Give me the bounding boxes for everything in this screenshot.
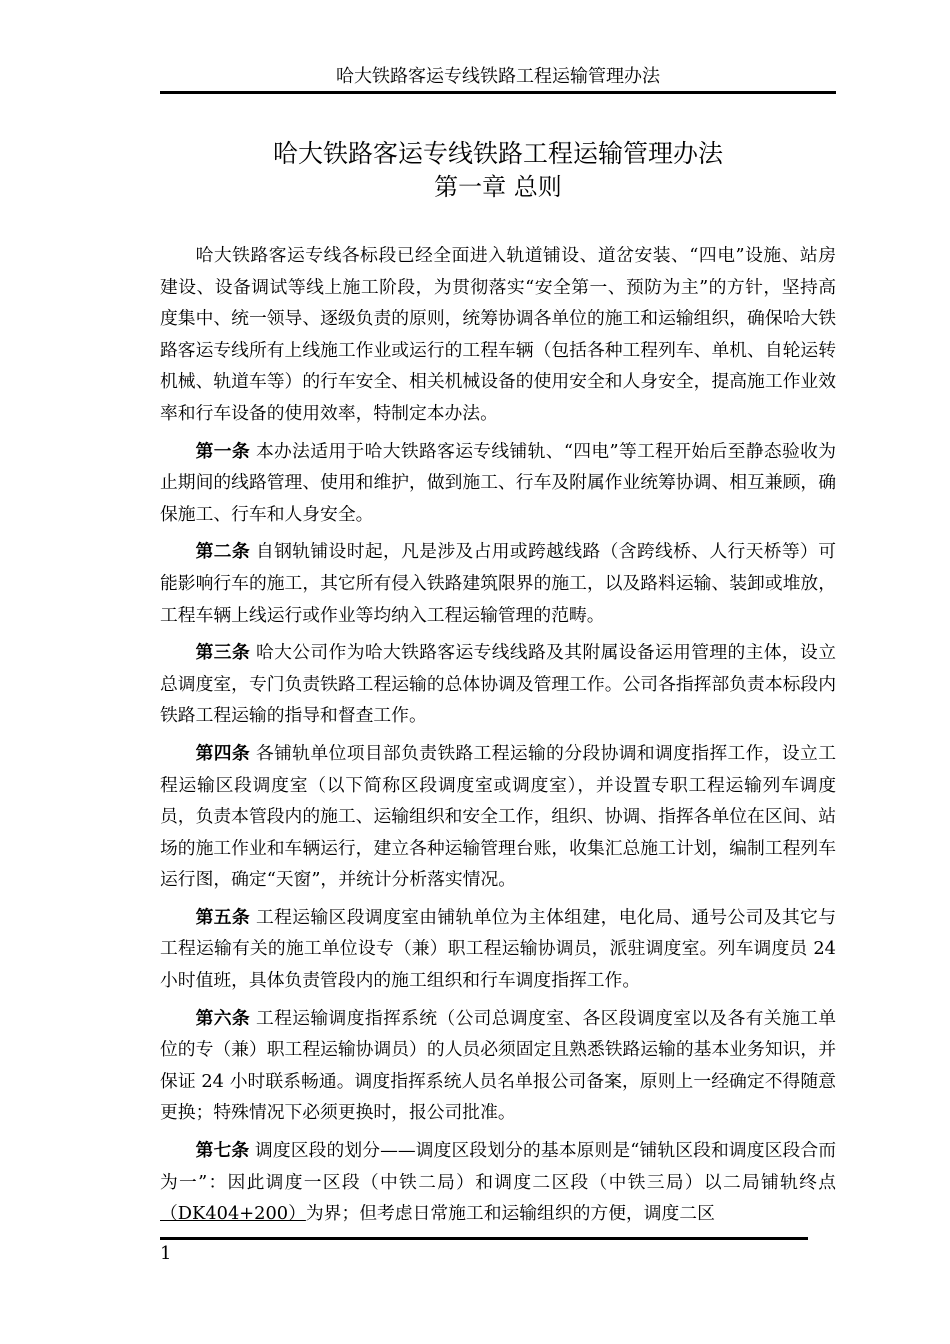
footer-rule — [160, 1237, 808, 1240]
article-label: 第六条 — [195, 1007, 250, 1029]
intro-paragraph: 哈大铁路客运专线各标段已经全面进入轨道铺设、道岔安装、“四电”设施、站房建设、设备调试等线上施工阶段，为贯彻落实“安全第一、预防为主”的方针，坚持高度集中、统一领导、逐级负责的原则，统筹协调各单位的施工和运输组织，确保哈大铁路客运专线所有上线施工作业或运行的工程车辆（包括各种工程列车、单机、自轮运转机械、轨道车等）的行车安全、相关机械设备的使用安全和人身安全，提高施工作业效率和行车设备的使用效率，特制定本办法。 — [160, 245, 836, 424]
article-label: 第一条 — [195, 440, 250, 462]
article-text: 本办法适用于哈大铁路客运专线铺轨、“四电”等工程开始后至静态验收为止期间的线路管理、使用和维护，做到施工、行车及附属作业统筹协调、相互兼顾，确保施工、行车和人身安全。 — [160, 440, 836, 525]
mileage-reference: （DK404+200） — [160, 1203, 306, 1225]
document-body — [160, 240, 836, 1236]
article-text: 自钢轨铺设时起，凡是涉及占用或跨越线路（含跨线桥、人行天桥等）可能影响行车的施工，其它所有侵入铁路建筑限界的施工，以及路料运输、装卸或堆放，工程车辆上线运行或作业等均纳入工程运输管理的范畴。 — [160, 541, 836, 626]
article-text: 工程运输区段调度室由铺轨单位为主体组建，电化局、通号公司及其它与工程运输有关的施工单位设专（兼）职工程运输协调员，派驻调度室。列车调度员 24 小时值班，具体负责管段内的施工组织和行车调度指挥工作。 — [160, 906, 836, 992]
article-label: 第二条 — [195, 541, 250, 563]
article-label: 第七条 — [195, 1140, 250, 1162]
article-1 — [160, 436, 836, 531]
running-header: 哈大铁路客运专线铁路工程运输管理办法 — [160, 60, 836, 94]
article-text-before: 调度区段的划分——调度区段划分的基本原则是“铺轨区段和调度区段合而为一”：因此调度一区段（中铁二局）和调度二区段（中铁三局）以二局铺轨终点 — [160, 1140, 836, 1193]
article-text: 工程运输调度指挥系统（公司总调度室、各区段调度室以及各有关施工单位的专（兼）职工程运输协调员）的人员必须固定且熟悉铁路运输的基本业务知识，并保证 24 小时联系畅通。调度指挥系统人员名单报公司备案，原则上一经确定不得随意更换；特殊情况下必须更换时，报公司批准。 — [160, 1007, 836, 1124]
article-4 — [160, 738, 836, 896]
article-7 — [160, 1135, 836, 1230]
article-text: 各铺轨单位项目部负责铁路工程运输的分段协调和调度指挥工作，设立工程运输区段调度室（以下简称区段调度室或调度室），并设置专职工程运输列车调度员，负责本管段内的施工、运输组织和安全工作，组织、协调、指挥各单位在区间、站场的施工作业和车辆运行，建立各种运输管理台账，收集汇总施工计划，编制工程列车运行图，确定“天窗”，并统计分析落实情况。 — [160, 742, 836, 891]
article-label: 第四条 — [195, 742, 250, 764]
article-5 — [160, 902, 836, 997]
article-text-after: 为界；但考虑日常施工和运输组织的方便，调度二区 — [305, 1203, 715, 1225]
chapter-title: 第一章 总则 — [434, 173, 562, 201]
document-title: 哈大铁路客运专线铁路工程运输管理办法 — [272, 139, 723, 168]
article-label: 第三条 — [195, 642, 250, 664]
page-number: 1 — [160, 1243, 172, 1264]
article-label: 第五条 — [195, 906, 250, 928]
article-6 — [160, 1003, 836, 1129]
article-3 — [160, 637, 836, 732]
article-text: 哈大公司作为哈大铁路客运专线线路及其附属设备运用管理的主体，设立总调度室，专门负责铁路工程运输的总体协调及管理工作。公司各指挥部负责本标段内铁路工程运输的指导和督查工作。 — [160, 642, 836, 727]
article-2 — [160, 536, 836, 631]
